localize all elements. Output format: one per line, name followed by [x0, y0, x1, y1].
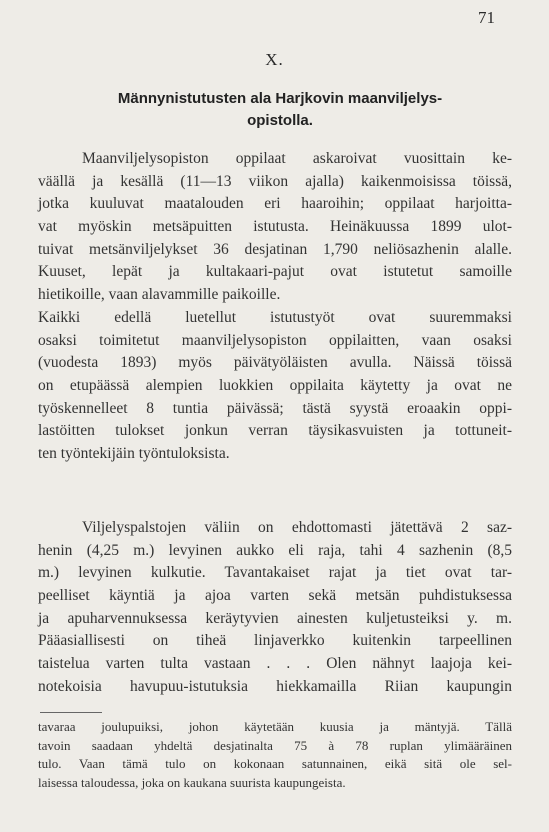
text-line: vat myöskin metsäpuitten istutusta. Heinäkuussa 1899 ulot- [38, 218, 512, 236]
text-line: ja apuharvennuksessa keräytyvien ainesten kuljetusteiksi y. m. [38, 609, 512, 627]
text-line: tuivat metsänviljelykset 36 desjatinan 1,790 neliösazhenin alalle. [38, 240, 512, 258]
footnote [38, 718, 512, 792]
text-line: osaksi toimitetut maanviljelysopiston oppilaitten, vaan osaksi [38, 331, 512, 349]
text-line: peelliset käyntiä ja ajoa varten sekä metsän puhdistuksessa [38, 587, 512, 605]
text-line: m.) levyinen kulkutie. Tavantakaiset rajat ja tiet ovat tar- [38, 564, 512, 582]
chapter-title [60, 88, 500, 132]
footnote-line: tavaraa joulupuiksi, johon käytetään kuusia ja mäntyjä. Tällä [38, 719, 512, 734]
text-line: notekoisia havupuu-istutuksia hiekkamailla Riian kaupungin [38, 677, 512, 695]
footnote-line: tavoin saadaan yhdeltä desjatinalta 75 à 78 ruplan ylimääräinen [38, 737, 512, 753]
text-line: Viljelyspalstojen väliin on ehdottomasti jätettävä 2 saz- [82, 519, 512, 536]
text-line: henin (4,25 m.) levyinen aukko eli raja, tahi 4 sazhenin (8,5 [38, 541, 512, 559]
title-line: opistolla. [247, 112, 313, 129]
text-line: Maanviljelysopiston oppilaat askaroivat vuosittain ke- [82, 150, 512, 167]
text-line: Kaikki edellä luetellut istutustyöt ovat suuremmaksi [38, 308, 512, 326]
text-line: on etupäässä alempien luokkien oppilaita käytetty ja ovat ne [38, 376, 512, 394]
page-number: 71 [478, 8, 495, 27]
text-line: hietikoille, vaan alavammille paikoille. [38, 286, 281, 304]
footnote-line: laisessa taloudessa, joka on kaukana suurista kaupungeista. [38, 774, 346, 790]
text-line: työskennelleet 8 tuntia päivässä; tästä syystä eroaakin oppi- [38, 399, 512, 417]
text-line: lastöitten tulokset jonkun verran täysikasvuisten ja tottuneit- [38, 422, 512, 440]
body-paragraph-1 [38, 148, 512, 466]
footnote-divider [40, 712, 102, 713]
text-line: Kuuset, lepät ja kultakaari-pajut ovat istutetut samoille [38, 263, 512, 281]
title-line: Männynistutusten ala Harjkovin maanviljelys- [117, 90, 443, 107]
section-numeral: X. [265, 50, 284, 69]
text-line: (vuodesta 1893) myös päivätyöläisten avulla. Näissä töissä [38, 354, 512, 372]
text-line: taistelua varten tulta vastaan . . . Olen nähnyt laajoja kei- [38, 655, 512, 673]
footnote-line: tulo. Vaan tämä tulo on kokonaan satunnainen, eikä sitä ole sel- [38, 756, 512, 771]
text-line: jotka kuuluvat maatalouden eri haaroihin; oppilaat harjoitta- [38, 195, 512, 213]
text-line: väällä ja kesällä (11—13 viikon ajalla) kaikenmoisissa töissä, [38, 172, 512, 190]
text-line: ten työntekijäin työntuloksista. [38, 444, 230, 462]
text-line: Pääasiallisesti on tiheä linjaverkko kuitenkin tarpeellinen [38, 632, 512, 650]
body-paragraph-2 [38, 517, 512, 699]
